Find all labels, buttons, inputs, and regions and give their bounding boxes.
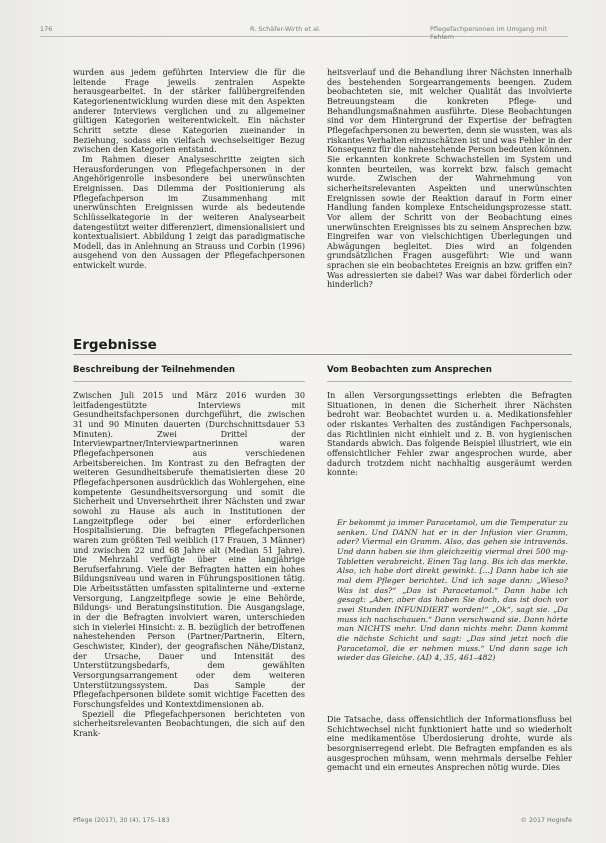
right-column-bottom <box>327 715 572 811</box>
paragraph: heitsverlauf und die Behandlung ihrer Nächsten innerhalb des bestehenden Sorgearrangements beengen. Zudem beobachteten sie, mit welcher Qualität das involvierte Betreuungsteam die konkreten Pflege- und Behandlungsmaßnahmen ausführte. Diese Beobachtungen sind vor dem Hintergrund der Expertise der befragten Pflegefachpersonen zu bewerten, denn sie wussten, was als riskantes Verhalten einzuschätzen ist und was Fehler in der Konsequenz für die nahestehende Person bedeuten können. Sie erkannten konkrete Schwachstellen im System und konnten beurteilen, was korrekt bzw. falsch gemacht wurde. Zwischen der Wahrnehmung von sicherheitsrelevanten Aspekten und unerwünschten Ereignissen sowie der Reaktion darauf in Form einer Handlung fanden komplexe Entscheidungsprozesse statt. Vor allem der Schritt von der Beobachtung eines unerwünschten Ereignisses bis zu seinem Ansprechen bzw. Eingreifen war von vielschichtigen Überlegungen und Abwägungen begleitet. Dies wird an folgenden grundsätzlichen Fragen ausgeführt: Wie und wann sprachen sie ein beobachtetes Ereignis an bzw. griffen ein? Was adressierten sie dabei? Was war dabei förderlich oder hinderlich? <box>327 68 572 290</box>
page-footer <box>73 817 572 829</box>
running-head <box>40 23 568 41</box>
subheading-divider <box>73 381 305 382</box>
journal-citation: Pflege (2017), 30 (4), 175–183 <box>73 817 170 824</box>
interview-quote <box>337 518 568 707</box>
paragraph: In allen Versorgungssettings erlebten die Befragten Situationen, in denen die Sicherheit ihrer Nächsten bedroht war. Beobachtet wurden u. a. Medikationsfehler oder riskantes Verhalten des zuständigen Fachpersonals, das Richtlinien nicht einhielt und z. B. von hygienischen Standards abwich. Das folgende Beispiel illustriert, wie ein offensichtlicher Fehler zwar angesprochen wurde, aber dadurch trotzdem nicht nachhaltig ausgeräumt werden konnte: <box>327 391 572 478</box>
subheading-observing: Vom Beobachten zum Ansprechen <box>327 365 492 375</box>
subheading-divider <box>327 381 572 382</box>
page-number: 176 <box>40 25 53 33</box>
paragraph: Speziell die Pflegefachpersonen berichteten von sicherheitsrelevanten Beobachtungen, die sich auf den Krank- <box>73 709 305 738</box>
right-column-top <box>327 68 572 342</box>
copyright: © 2017 Hogrefe <box>520 817 572 824</box>
paragraph: wurden aus jedem geführten Interview die für die leitende Frage jeweils zentralen Aspekte herausgearbeitet. In der stärker fallübergreifenden Kategorienentwicklung wurden diese mit den Aspekten anderer Interviews verglichen und zu allgemeiner gültigen Kategorien weiterentwickelt. Ein nächster Schritt setzte diese Kategorien zueinander in Beziehung, sodass ein vielfach wechselseitiger Bezug zwischen den Kategorien entstand. <box>73 68 305 155</box>
quote-text: Er bekommt ja immer Paracetamol, um die Temperatur zu senken. Und DANN hat er in der Infusion vier Gramm, oder? Viermal ein Gramm. Also, das gehen sie intravenös. Und dann haben sie ihm gleichzeitig viermal drei 500 mg-Tabletten verabreicht. Einen Tag lang. Bis ich das merkte. Also, ich habe dort direkt gewinkt. [...] Dann habe ich sie mal dem Pfleger berichtet. Und ich sage dann: „Wieso? Was ist das?“ „Das ist Paracetamol.“ Dann habe ich gesagt: „Aber, aber das haben Sie doch, das ist doch vor zwei Stunden INFUNDIERT worden!“ „Ok“, sagt sie. „Da muss ich nachschauen.“ Dann verschwand sie. Dann hörte man NICHTS mehr. Und dann nichts mehr. Dann kommt die nächste Schicht und sagt: „Das sind jetzt noch die Paracetamol, die er nehmen muss.“ Und dann sage ich wieder das Gleiche. (AD 4, 35, 461–482) <box>337 518 568 663</box>
subheading-participants: Beschreibung der Teilnehmenden <box>73 365 235 375</box>
paragraph: Im Rahmen dieser Analyseschritte zeigten sich Herausforderungen von Pflegefachpersonen in der Angehörigenrolle insbesondere bei unerwünschten Ereignissen. Das Dilemma der Positionierung als Pflegefachperson im Zusammenhang mit unerwünschten Ereignissen wurde als bedeutende Schlüsselkategorie in der weiteren Analysearbeit datengestützt weiter differenziert, dimensionalisiert und kontextualisiert. Abbildung 1 zeigt das paradigmatische Modell, das in Anlehnung an Strauss und Corbin (1996) ausgehend von den Aussagen der Pflegefachpersonen entwickelt wurde. <box>73 154 305 271</box>
paragraph: Zwischen Juli 2015 und März 2016 wurden 30 leitfadengestützte Interviews mit Gesundheitsfachpersonen durchgeführt, die zwischen 31 und 90 Minuten dauerten (Durchschnittsdauer 53 Minuten). Zwei Drittel der Interviewpartner/Interviewpartnerinnen waren Pflegefachpersonen aus verschiedenen Arbeitsbereichen. Im Kontrast zu den Befragten der weiteren Gesundheitsberufe thematisierten diese 20 Pflegefachpersonen ausdrücklich das Wohlergehen, eine kompetente Gesundheitsversorgung und somit die Sicherheit und Unversehrtheit ihrer Nächsten und zwar sowohl zu Hause als auch in Institutionen der Langzeitpflege oder bei einer erforderlichen Hospitalisierung. Die befragten Pflegefachpersonen waren zum größten Teil weiblich (17 Frauen, 3 Männer) und zwischen 22 und 68 Jahre alt (Median 51 Jahre). Die Mehrzahl verfügte über eine langjährige Berufserfahrung. Viele der Befragten hatten ein hohes Bildungsniveau und waren in Führungspositionen tätig. Die Arbeitsstätten umfassten spitalinterne und -externe Versorgung, Langzeitpflege sowie je eine Behörde, Bildungs- und Beratungsinstitution. Die Ausgangslage, in der die Befragten involviert waren, unterschieden sich in vielerlei Hinsicht: z. B. bezüglich der betroffenen nahestehenden Person (Partner/Partnerin, Eltern, Geschwister, Kinder), der geografischen Nähe/Distanz, der Ursache, Dauer und Intensität des Unterstützungsbedarfs, dem gewählten Versorgungsarrangement oder dem weiteren Unterstützungssystem. Das Sample der Pflegefachpersonen bildete somit wichtige Facetten des Forschungsfeldes und Kontextdimensionen ab. <box>73 391 305 709</box>
section-divider <box>73 354 572 355</box>
section-title: Ergebnisse <box>73 337 157 353</box>
running-head-authors: R. Schäfer-Wirth et al. <box>250 25 321 33</box>
left-column-top <box>73 68 305 306</box>
paragraph: Die Tatsache, dass offensichtlich der Informationsfluss bei Schichtwechsel nicht funktioniert hatte und so wiederholt eine medikamentöse Überdosierung drohte, wurde als besorgniserregend erlebt. Die Befragten empfanden es als ausgesprochen mühsam, wenn mehrmals derselbe Fehler gemacht und ein erneutes Ansprechen nötig wurde. Dies <box>327 715 572 773</box>
right-column-middle <box>327 391 572 512</box>
left-column-bottom <box>73 391 305 811</box>
running-head-title: Pflegefachpersonen im Umgang mit Fehlern <box>430 25 547 41</box>
